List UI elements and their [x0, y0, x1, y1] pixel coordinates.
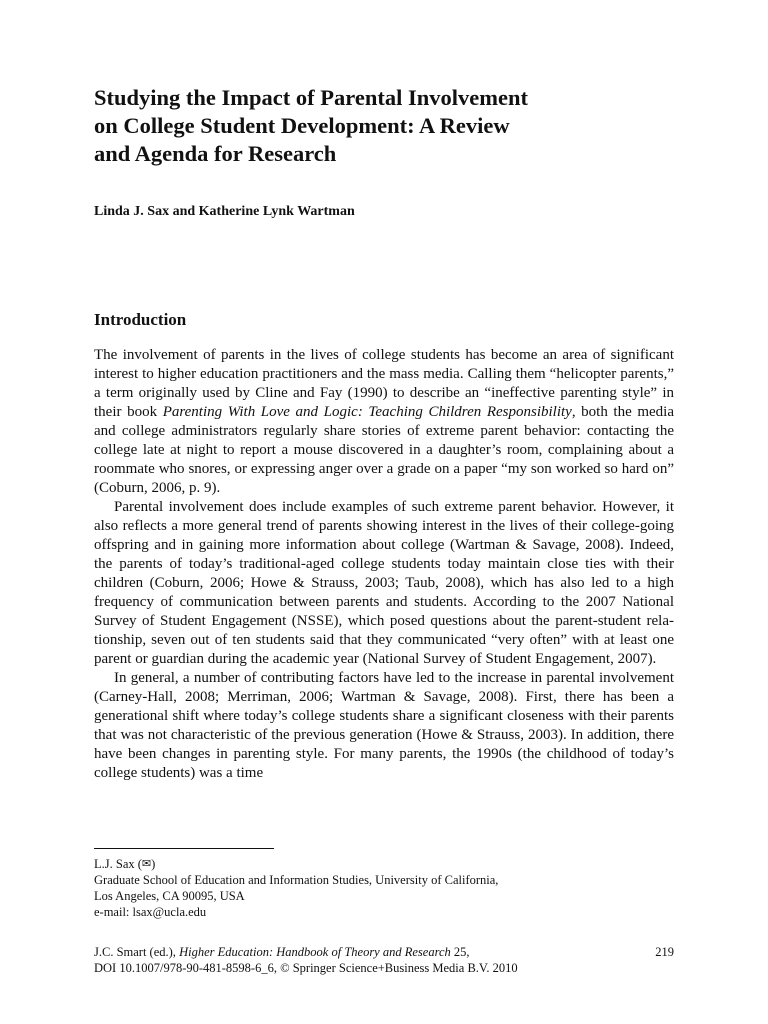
footer-editor: J.C. Smart (ed.),	[94, 945, 180, 959]
footnote-email: e-mail: lsax@ucla.edu	[94, 905, 207, 919]
page-number: 219	[655, 945, 674, 959]
paper-title	[94, 84, 694, 168]
footer-volume: 25,	[450, 945, 470, 959]
body-text	[94, 346, 674, 783]
book-title-italic: Parenting With Love and Logic: Teaching Children Responsibility	[162, 404, 572, 420]
envelope-icon: ✉	[141, 858, 152, 870]
paragraph-1	[94, 346, 674, 498]
footer-book-title: Higher Education: Handbook of Theory and Research	[179, 945, 451, 959]
author-footnote	[94, 856, 674, 920]
section-heading-introduction: Introduction	[94, 310, 187, 329]
paragraph-1-part-b: , both the media and college administrators regularly share stories of extreme parent behavior: contacting the college late at night to report a mouse discovered in a daughter’s room, complaining about a roommate who snores, or expressing anger over a grade on a paper “my son worked so hard on” (Coburn, 2006, p. 9).	[94, 404, 674, 496]
paragraph-3: In general, a number of contributing factors have led to the increase in parental involvement (Carney-Hall, 2008; Merriman, 2006; Wartman & Savage, 2008). First, there has been a generational shift where today’s college students share a significant closeness with their parents that was not characteristic of the previous generation (Howe & Strauss, 2003). In addition, there have been changes in parenting style. For many parents, the 1990s (the childhood of today’s college students) was a time	[94, 670, 674, 781]
footer-citation-row	[94, 944, 674, 960]
footnote-author: L.J. Sax	[94, 857, 135, 871]
paragraph-1-part-a: The involvement of parents in the lives of college students has become an area of significant interest to higher education practitioners and the mass media. Calling them “helicopter parents,” a term originally used by Cline and Fay (1990) to describe an “ineffective parenting style” in their book	[94, 347, 674, 420]
footer-citation	[94, 944, 470, 960]
footnote-affiliation: Graduate School of Education and Information Studies, University of California,	[94, 873, 499, 887]
author-list: Linda J. Sax and Katherine Lynk Wartman	[94, 204, 355, 219]
footnote-author-line: L.J. Sax (✉)	[94, 857, 156, 871]
footnote-divider	[94, 848, 274, 849]
title-line-1: Studying the Impact of Parental Involvement	[94, 85, 528, 110]
title-line-2: on College Student Development: A Review	[94, 113, 510, 138]
footer-doi: DOI 10.1007/978-90-481-8598-6_6, © Springer Science+Business Media B.V. 2010	[94, 961, 518, 975]
title-line-3: and Agenda for Research	[94, 141, 337, 166]
paragraph-2: Parental involvement does include examples of such extreme parent behavior. However, it also reflects a more general trend of parents showing interest in the lives of their college-going offspring and in gaining more information about college (Wartman & Savage, 2008). Indeed, the parents of today’s traditional-aged college students today maintain close ties with their children (Coburn, 2006; Howe & Strauss, 2003; Taub, 2008), which has also led to a high frequency of communication between parents and students. According to the 2007 National Survey of Student Engagement (NSSE), which posed questions about the parent-student relationship, seven out of ten students said that they communicated “very often” with at least one parent or guardian during the academic year (National Survey of Student Engagement, 2007).	[94, 499, 674, 667]
page-footer	[94, 944, 674, 976]
footnote-address: Los Angeles, CA 90095, USA	[94, 889, 245, 903]
